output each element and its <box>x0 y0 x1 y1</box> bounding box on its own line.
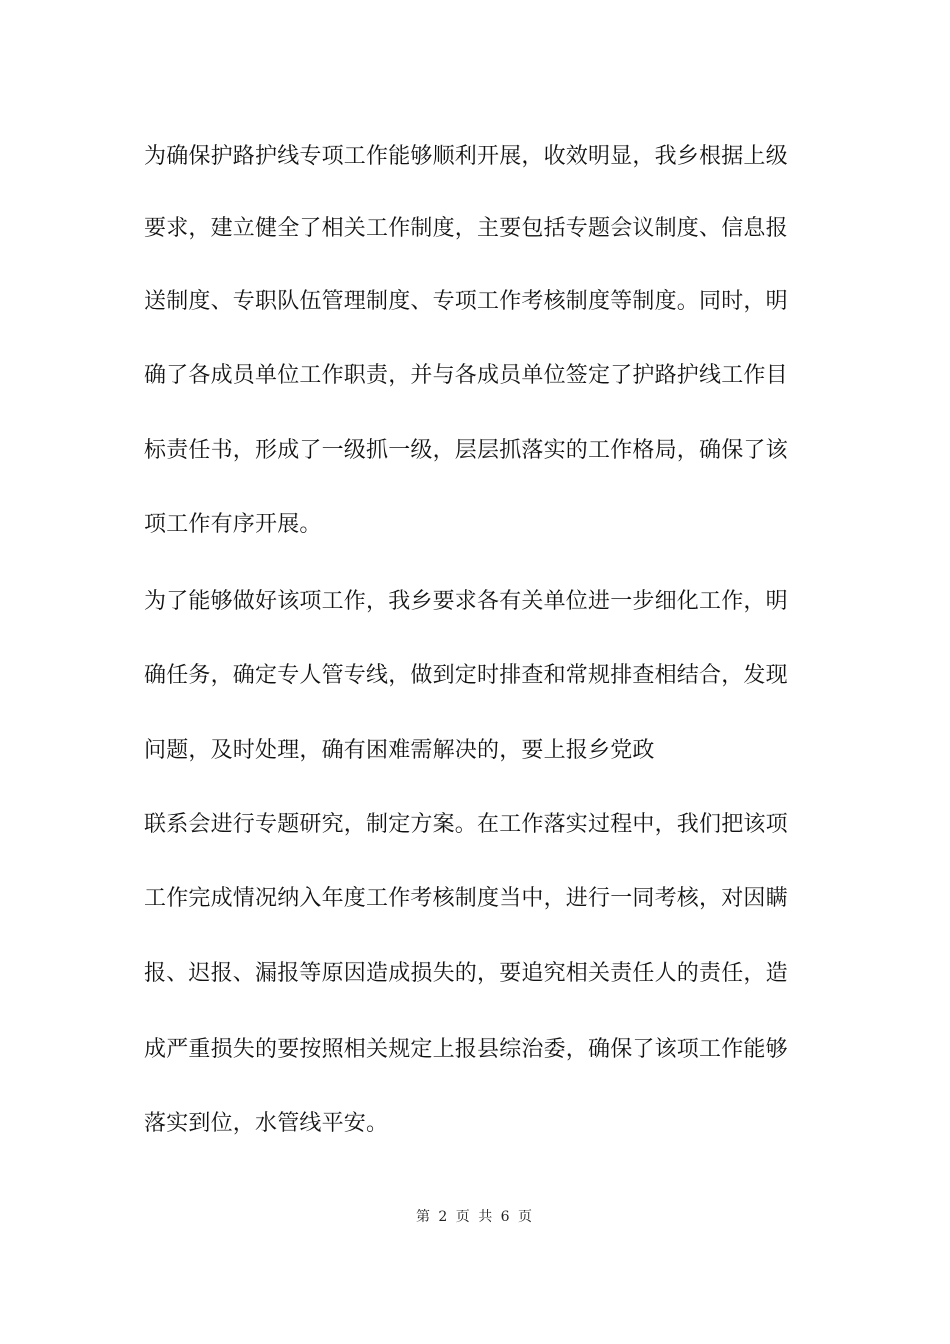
page-number-label: 第 2 页 共 6 页 <box>415 1209 535 1225</box>
paragraph-line: 要求，建立健全了相关工作制度，主要包括专题会议制度、信息报 <box>144 216 788 241</box>
paragraph-line: 成严重损失的要按照相关规定上报县综治委，确保了该项工作能够 <box>144 1037 788 1062</box>
paragraph-line: 标责任书，形成了一级抓一级，层层抓落实的工作格局，确保了该 <box>144 438 788 463</box>
paragraph-line: 为确保护路护线专项工作能够顺利开展，收效明显，我乡根据上级 <box>144 144 788 169</box>
paragraph-line: 报、迟报、漏报等原因造成损失的，要追究相关责任人的责任，造 <box>144 961 788 986</box>
paragraph-line: 问题，及时处理，确有困难需解决的，要上报乡党政 <box>144 738 655 763</box>
paragraph-line: 落实到位，水管线平安。 <box>144 1111 389 1136</box>
paragraph-line: 工作完成情况纳入年度工作考核制度当中，进行一同考核，对因瞒 <box>144 886 788 911</box>
paragraph-line: 项工作有序开展。 <box>144 512 322 537</box>
paragraph-line: 送制度、专职队伍管理制度、专项工作考核制度等制度。同时，明 <box>144 289 788 314</box>
paragraph-line: 确任务，确定专人管专线，做到定时排查和常规排查相结合，发现 <box>144 663 788 688</box>
paragraph-line: 联系会进行专题研究，制定方案。在工作落实过程中，我们把该项 <box>144 812 788 837</box>
paragraph-line: 为了能够做好该项工作，我乡要求各有关单位进一步细化工作，明 <box>144 589 788 614</box>
page-footer <box>0 1206 950 1226</box>
paragraph-line: 确了各成员单位工作职责，并与各成员单位签定了护路护线工作目 <box>144 363 788 388</box>
